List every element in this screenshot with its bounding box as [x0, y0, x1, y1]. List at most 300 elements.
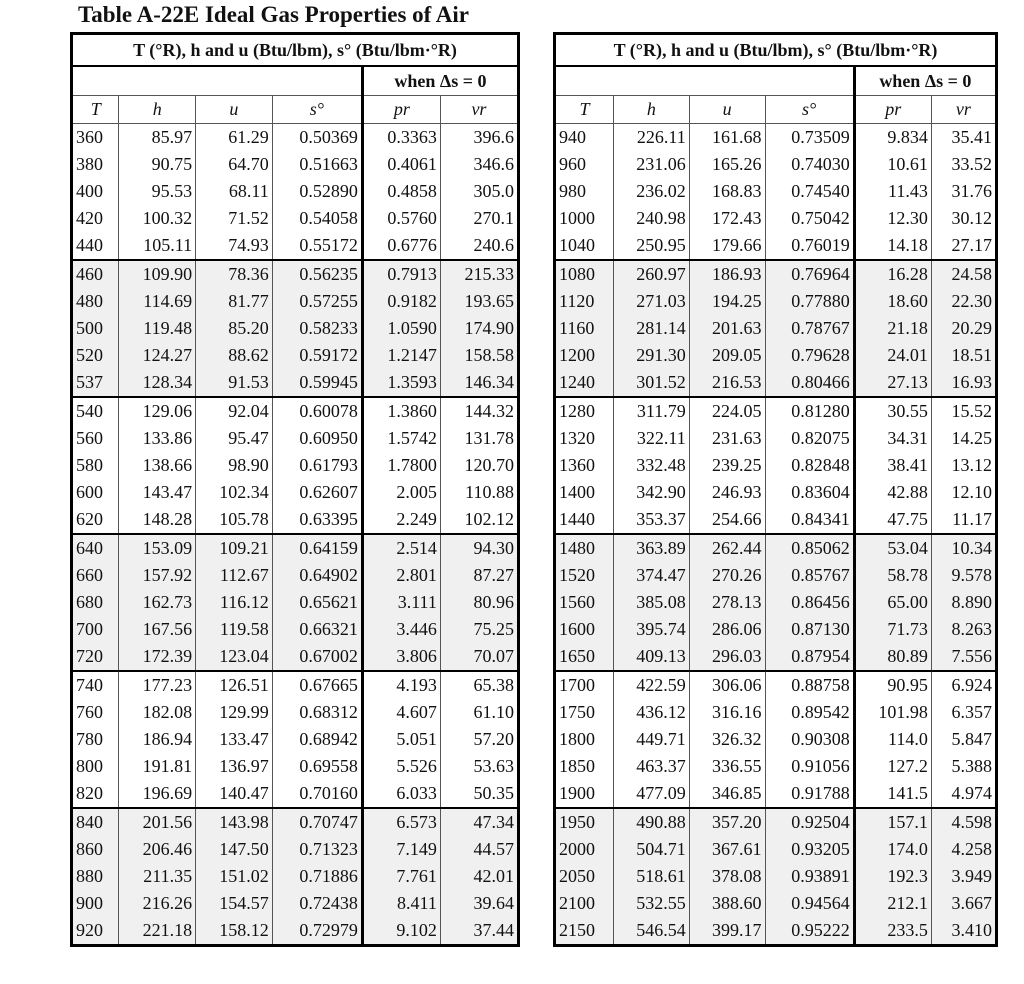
cell-s: 0.87130 [765, 616, 854, 643]
cell-h: 128.34 [119, 369, 196, 397]
cell-u: 326.32 [689, 726, 765, 753]
cell-pr: 27.13 [854, 369, 931, 397]
cell-h: 129.06 [119, 397, 196, 425]
cell-s: 0.91056 [765, 753, 854, 780]
cell-h: 157.92 [119, 562, 196, 589]
cell-s: 0.54058 [272, 205, 362, 232]
cell-u: 105.78 [196, 506, 273, 534]
cell-vr: 10.34 [931, 534, 996, 562]
cell-pr: 38.41 [854, 452, 931, 479]
cell-h: 201.56 [119, 808, 196, 836]
cell-u: 123.04 [196, 643, 273, 671]
cell-T: 720 [72, 643, 119, 671]
col-T-header: T [72, 96, 119, 124]
cell-h: 271.03 [614, 288, 690, 315]
cell-h: 311.79 [614, 397, 690, 425]
cell-T: 960 [555, 151, 614, 178]
table-row [72, 124, 519, 152]
cell-pr: 1.0590 [362, 315, 440, 342]
cell-s: 0.74540 [765, 178, 854, 205]
cell-pr: 65.00 [854, 589, 931, 616]
cell-T: 1800 [555, 726, 614, 753]
cell-u: 74.93 [196, 232, 273, 260]
cell-T: 1360 [555, 452, 614, 479]
cell-h: 143.47 [119, 479, 196, 506]
cell-u: 88.62 [196, 342, 273, 369]
table-row [72, 699, 519, 726]
left-property-table [70, 32, 520, 947]
cell-u: 112.67 [196, 562, 273, 589]
col-vr-header: vr [931, 96, 996, 124]
cell-u: 172.43 [689, 205, 765, 232]
cell-T: 1280 [555, 397, 614, 425]
cell-T: 1520 [555, 562, 614, 589]
cell-vr: 215.33 [440, 260, 518, 288]
cell-pr: 47.75 [854, 506, 931, 534]
cell-T: 1240 [555, 369, 614, 397]
cell-u: 378.08 [689, 863, 765, 890]
cell-h: 353.37 [614, 506, 690, 534]
cell-u: 357.20 [689, 808, 765, 836]
cell-h: 449.71 [614, 726, 690, 753]
cell-u: 92.04 [196, 397, 273, 425]
cell-vr: 16.93 [931, 369, 996, 397]
table-row [72, 288, 519, 315]
cell-s: 0.63395 [272, 506, 362, 534]
cell-T: 460 [72, 260, 119, 288]
cell-u: 262.44 [689, 534, 765, 562]
cell-s: 0.83604 [765, 479, 854, 506]
cell-pr: 80.89 [854, 643, 931, 671]
cell-pr: 90.95 [854, 671, 931, 699]
cell-T: 1440 [555, 506, 614, 534]
cell-pr: 2.005 [362, 479, 440, 506]
cell-u: 119.58 [196, 616, 273, 643]
cell-pr: 0.3363 [362, 124, 440, 152]
table-row [555, 178, 997, 205]
cell-h: 332.48 [614, 452, 690, 479]
cell-s: 0.59945 [272, 369, 362, 397]
cell-h: 90.75 [119, 151, 196, 178]
cell-s: 0.85062 [765, 534, 854, 562]
table-row [555, 643, 997, 671]
cell-pr: 6.033 [362, 780, 440, 808]
table-row [555, 342, 997, 369]
table-row [72, 863, 519, 890]
cell-pr: 157.1 [854, 808, 931, 836]
cell-h: 95.53 [119, 178, 196, 205]
cell-vr: 3.667 [931, 890, 996, 917]
cell-T: 800 [72, 753, 119, 780]
table-row [72, 232, 519, 260]
cell-pr: 14.18 [854, 232, 931, 260]
cell-T: 1750 [555, 699, 614, 726]
cell-T: 500 [72, 315, 119, 342]
table-row [555, 890, 997, 917]
cell-s: 0.82848 [765, 452, 854, 479]
cell-s: 0.70747 [272, 808, 362, 836]
cell-vr: 158.58 [440, 342, 518, 369]
table-row [555, 589, 997, 616]
table-row [72, 369, 519, 397]
cell-T: 360 [72, 124, 119, 152]
cell-T: 1400 [555, 479, 614, 506]
cell-u: 346.85 [689, 780, 765, 808]
table-row [555, 288, 997, 315]
cell-T: 1850 [555, 753, 614, 780]
units-header-blank [72, 66, 363, 96]
cell-h: 260.97 [614, 260, 690, 288]
cell-u: 154.57 [196, 890, 273, 917]
cell-pr: 11.43 [854, 178, 931, 205]
cell-u: 78.36 [196, 260, 273, 288]
left-table-body [72, 124, 519, 946]
cell-vr: 53.63 [440, 753, 518, 780]
cell-vr: 44.57 [440, 836, 518, 863]
cell-pr: 174.0 [854, 836, 931, 863]
table-row [72, 260, 519, 288]
table-row [72, 397, 519, 425]
cell-s: 0.58233 [272, 315, 362, 342]
cell-s: 0.78767 [765, 315, 854, 342]
cell-pr: 0.6776 [362, 232, 440, 260]
col-h-header: h [614, 96, 690, 124]
cell-T: 1200 [555, 342, 614, 369]
right-property-table [553, 32, 998, 947]
cell-T: 660 [72, 562, 119, 589]
cell-pr: 141.5 [854, 780, 931, 808]
cell-u: 71.52 [196, 205, 273, 232]
cell-T: 560 [72, 425, 119, 452]
cell-h: 216.26 [119, 890, 196, 917]
cell-vr: 6.924 [931, 671, 996, 699]
cell-pr: 1.3593 [362, 369, 440, 397]
cell-pr: 1.5742 [362, 425, 440, 452]
cell-vr: 7.556 [931, 643, 996, 671]
cell-s: 0.60950 [272, 425, 362, 452]
table-row [72, 151, 519, 178]
cell-pr: 34.31 [854, 425, 931, 452]
table-row [555, 205, 997, 232]
cell-s: 0.50369 [272, 124, 362, 152]
cell-u: 286.06 [689, 616, 765, 643]
cell-T: 900 [72, 890, 119, 917]
table-row [72, 589, 519, 616]
cell-pr: 7.761 [362, 863, 440, 890]
cell-vr: 57.20 [440, 726, 518, 753]
cell-vr: 9.578 [931, 562, 996, 589]
cell-s: 0.70160 [272, 780, 362, 808]
cell-pr: 16.28 [854, 260, 931, 288]
table-row [555, 452, 997, 479]
cell-s: 0.82075 [765, 425, 854, 452]
cell-pr: 4.607 [362, 699, 440, 726]
table-row [72, 479, 519, 506]
cell-T: 620 [72, 506, 119, 534]
cell-T: 1700 [555, 671, 614, 699]
table-row [72, 452, 519, 479]
table-row [555, 124, 997, 152]
cell-h: 322.11 [614, 425, 690, 452]
cell-u: 231.63 [689, 425, 765, 452]
table-row [555, 506, 997, 534]
cell-T: 1650 [555, 643, 614, 671]
cell-vr: 11.17 [931, 506, 996, 534]
table-row [555, 315, 997, 342]
cell-vr: 396.6 [440, 124, 518, 152]
table-row [555, 616, 997, 643]
cell-pr: 0.4858 [362, 178, 440, 205]
cell-pr: 0.9182 [362, 288, 440, 315]
cell-T: 920 [72, 917, 119, 946]
cell-pr: 71.73 [854, 616, 931, 643]
cell-T: 537 [72, 369, 119, 397]
units-header: T (°R), h and u (Btu/lbm), s° (Btu/lbm·°R) [555, 34, 997, 67]
cell-pr: 18.60 [854, 288, 931, 315]
table-row [555, 425, 997, 452]
cell-T: 1160 [555, 315, 614, 342]
cell-pr: 127.2 [854, 753, 931, 780]
cell-s: 0.56235 [272, 260, 362, 288]
cell-T: 640 [72, 534, 119, 562]
cell-u: 81.77 [196, 288, 273, 315]
table-row [555, 260, 997, 288]
cell-vr: 70.07 [440, 643, 518, 671]
table-row [555, 397, 997, 425]
table-row [72, 616, 519, 643]
cell-vr: 193.65 [440, 288, 518, 315]
cell-pr: 2.249 [362, 506, 440, 534]
cell-pr: 5.051 [362, 726, 440, 753]
cell-pr: 4.193 [362, 671, 440, 699]
cell-u: 367.61 [689, 836, 765, 863]
cell-h: 504.71 [614, 836, 690, 863]
table-title: Table A-22E Ideal Gas Properties of Air [78, 2, 469, 27]
table-row [72, 178, 519, 205]
cell-h: 153.09 [119, 534, 196, 562]
cell-h: 301.52 [614, 369, 690, 397]
table-row [555, 699, 997, 726]
cell-vr: 3.410 [931, 917, 996, 946]
cell-T: 1950 [555, 808, 614, 836]
cell-h: 363.89 [614, 534, 690, 562]
cell-vr: 174.90 [440, 315, 518, 342]
cell-s: 0.87954 [765, 643, 854, 671]
cell-s: 0.72438 [272, 890, 362, 917]
cell-u: 85.20 [196, 315, 273, 342]
cell-pr: 9.102 [362, 917, 440, 946]
cell-h: 109.90 [119, 260, 196, 288]
cell-T: 520 [72, 342, 119, 369]
cell-T: 480 [72, 288, 119, 315]
cell-h: 105.11 [119, 232, 196, 260]
cell-u: 306.06 [689, 671, 765, 699]
cell-pr: 58.78 [854, 562, 931, 589]
cell-T: 1560 [555, 589, 614, 616]
cell-s: 0.64902 [272, 562, 362, 589]
cell-h: 532.55 [614, 890, 690, 917]
cell-vr: 15.52 [931, 397, 996, 425]
cell-u: 165.26 [689, 151, 765, 178]
cell-pr: 7.149 [362, 836, 440, 863]
cell-s: 0.59172 [272, 342, 362, 369]
cell-s: 0.71886 [272, 863, 362, 890]
cell-u: 316.16 [689, 699, 765, 726]
cell-pr: 212.1 [854, 890, 931, 917]
cell-s: 0.65621 [272, 589, 362, 616]
cell-u: 129.99 [196, 699, 273, 726]
cell-s: 0.77880 [765, 288, 854, 315]
units-header: T (°R), h and u (Btu/lbm), s° (Btu/lbm·°R) [72, 34, 519, 67]
cell-h: 236.02 [614, 178, 690, 205]
cell-vr: 47.34 [440, 808, 518, 836]
table-row [555, 753, 997, 780]
cell-h: 518.61 [614, 863, 690, 890]
cell-T: 820 [72, 780, 119, 808]
cell-s: 0.68312 [272, 699, 362, 726]
cell-vr: 110.88 [440, 479, 518, 506]
cell-T: 2050 [555, 863, 614, 890]
cell-u: 216.53 [689, 369, 765, 397]
cell-s: 0.81280 [765, 397, 854, 425]
cell-u: 179.66 [689, 232, 765, 260]
cell-u: 136.97 [196, 753, 273, 780]
right-table-container [553, 32, 998, 947]
cell-T: 840 [72, 808, 119, 836]
table-row [555, 562, 997, 589]
cell-u: 95.47 [196, 425, 273, 452]
table-row [555, 534, 997, 562]
cell-h: 138.66 [119, 452, 196, 479]
cell-T: 380 [72, 151, 119, 178]
cell-vr: 22.30 [931, 288, 996, 315]
cell-vr: 39.64 [440, 890, 518, 917]
cell-vr: 12.10 [931, 479, 996, 506]
cell-vr: 42.01 [440, 863, 518, 890]
table-row [555, 671, 997, 699]
cell-T: 1320 [555, 425, 614, 452]
cell-u: 102.34 [196, 479, 273, 506]
cell-vr: 8.263 [931, 616, 996, 643]
cell-pr: 1.3860 [362, 397, 440, 425]
cell-vr: 120.70 [440, 452, 518, 479]
cell-s: 0.57255 [272, 288, 362, 315]
cell-T: 1900 [555, 780, 614, 808]
cell-vr: 18.51 [931, 342, 996, 369]
when-ds-zero-header: when Δs = 0 [854, 66, 996, 96]
cell-s: 0.68942 [272, 726, 362, 753]
cell-T: 2100 [555, 890, 614, 917]
cell-s: 0.95222 [765, 917, 854, 946]
cell-pr: 24.01 [854, 342, 931, 369]
cell-s: 0.76964 [765, 260, 854, 288]
cell-T: 1480 [555, 534, 614, 562]
cell-T: 420 [72, 205, 119, 232]
table-row [555, 479, 997, 506]
cell-u: 194.25 [689, 288, 765, 315]
cell-u: 239.25 [689, 452, 765, 479]
cell-u: 68.11 [196, 178, 273, 205]
cell-T: 980 [555, 178, 614, 205]
cell-vr: 94.30 [440, 534, 518, 562]
col-T-header: T [555, 96, 614, 124]
cell-vr: 65.38 [440, 671, 518, 699]
cell-u: 109.21 [196, 534, 273, 562]
col-u-header: u [689, 96, 765, 124]
table-row [72, 534, 519, 562]
table-row [555, 780, 997, 808]
cell-u: 388.60 [689, 890, 765, 917]
cell-u: 161.68 [689, 124, 765, 152]
cell-T: 540 [72, 397, 119, 425]
cell-vr: 240.6 [440, 232, 518, 260]
cell-pr: 3.806 [362, 643, 440, 671]
cell-u: 399.17 [689, 917, 765, 946]
table-row [72, 753, 519, 780]
cell-vr: 75.25 [440, 616, 518, 643]
table-row [555, 836, 997, 863]
cell-u: 133.47 [196, 726, 273, 753]
cell-vr: 6.357 [931, 699, 996, 726]
cell-vr: 31.76 [931, 178, 996, 205]
cell-u: 201.63 [689, 315, 765, 342]
cell-s: 0.73509 [765, 124, 854, 152]
cell-pr: 233.5 [854, 917, 931, 946]
cell-vr: 30.12 [931, 205, 996, 232]
cell-vr: 87.27 [440, 562, 518, 589]
table-row [72, 890, 519, 917]
cell-pr: 0.7913 [362, 260, 440, 288]
cell-h: 196.69 [119, 780, 196, 808]
cell-T: 2000 [555, 836, 614, 863]
cell-u: 278.13 [689, 589, 765, 616]
cell-T: 600 [72, 479, 119, 506]
cell-vr: 8.890 [931, 589, 996, 616]
table-row [555, 369, 997, 397]
cell-s: 0.88758 [765, 671, 854, 699]
cell-vr: 5.847 [931, 726, 996, 753]
cell-h: 436.12 [614, 699, 690, 726]
cell-vr: 346.6 [440, 151, 518, 178]
cell-s: 0.79628 [765, 342, 854, 369]
cell-h: 124.27 [119, 342, 196, 369]
table-row [555, 917, 997, 946]
cell-s: 0.86456 [765, 589, 854, 616]
cell-pr: 2.514 [362, 534, 440, 562]
cell-h: 395.74 [614, 616, 690, 643]
cell-u: 61.29 [196, 124, 273, 152]
cell-pr: 42.88 [854, 479, 931, 506]
cell-vr: 131.78 [440, 425, 518, 452]
cell-vr: 61.10 [440, 699, 518, 726]
cell-u: 296.03 [689, 643, 765, 671]
cell-h: 191.81 [119, 753, 196, 780]
cell-T: 760 [72, 699, 119, 726]
table-row [72, 917, 519, 946]
cell-pr: 114.0 [854, 726, 931, 753]
cell-T: 400 [72, 178, 119, 205]
cell-h: 148.28 [119, 506, 196, 534]
cell-h: 231.06 [614, 151, 690, 178]
cell-u: 143.98 [196, 808, 273, 836]
cell-h: 342.90 [614, 479, 690, 506]
cell-u: 336.55 [689, 753, 765, 780]
cell-vr: 4.598 [931, 808, 996, 836]
cell-pr: 10.61 [854, 151, 931, 178]
cell-h: 119.48 [119, 315, 196, 342]
cell-u: 140.47 [196, 780, 273, 808]
cell-h: 422.59 [614, 671, 690, 699]
